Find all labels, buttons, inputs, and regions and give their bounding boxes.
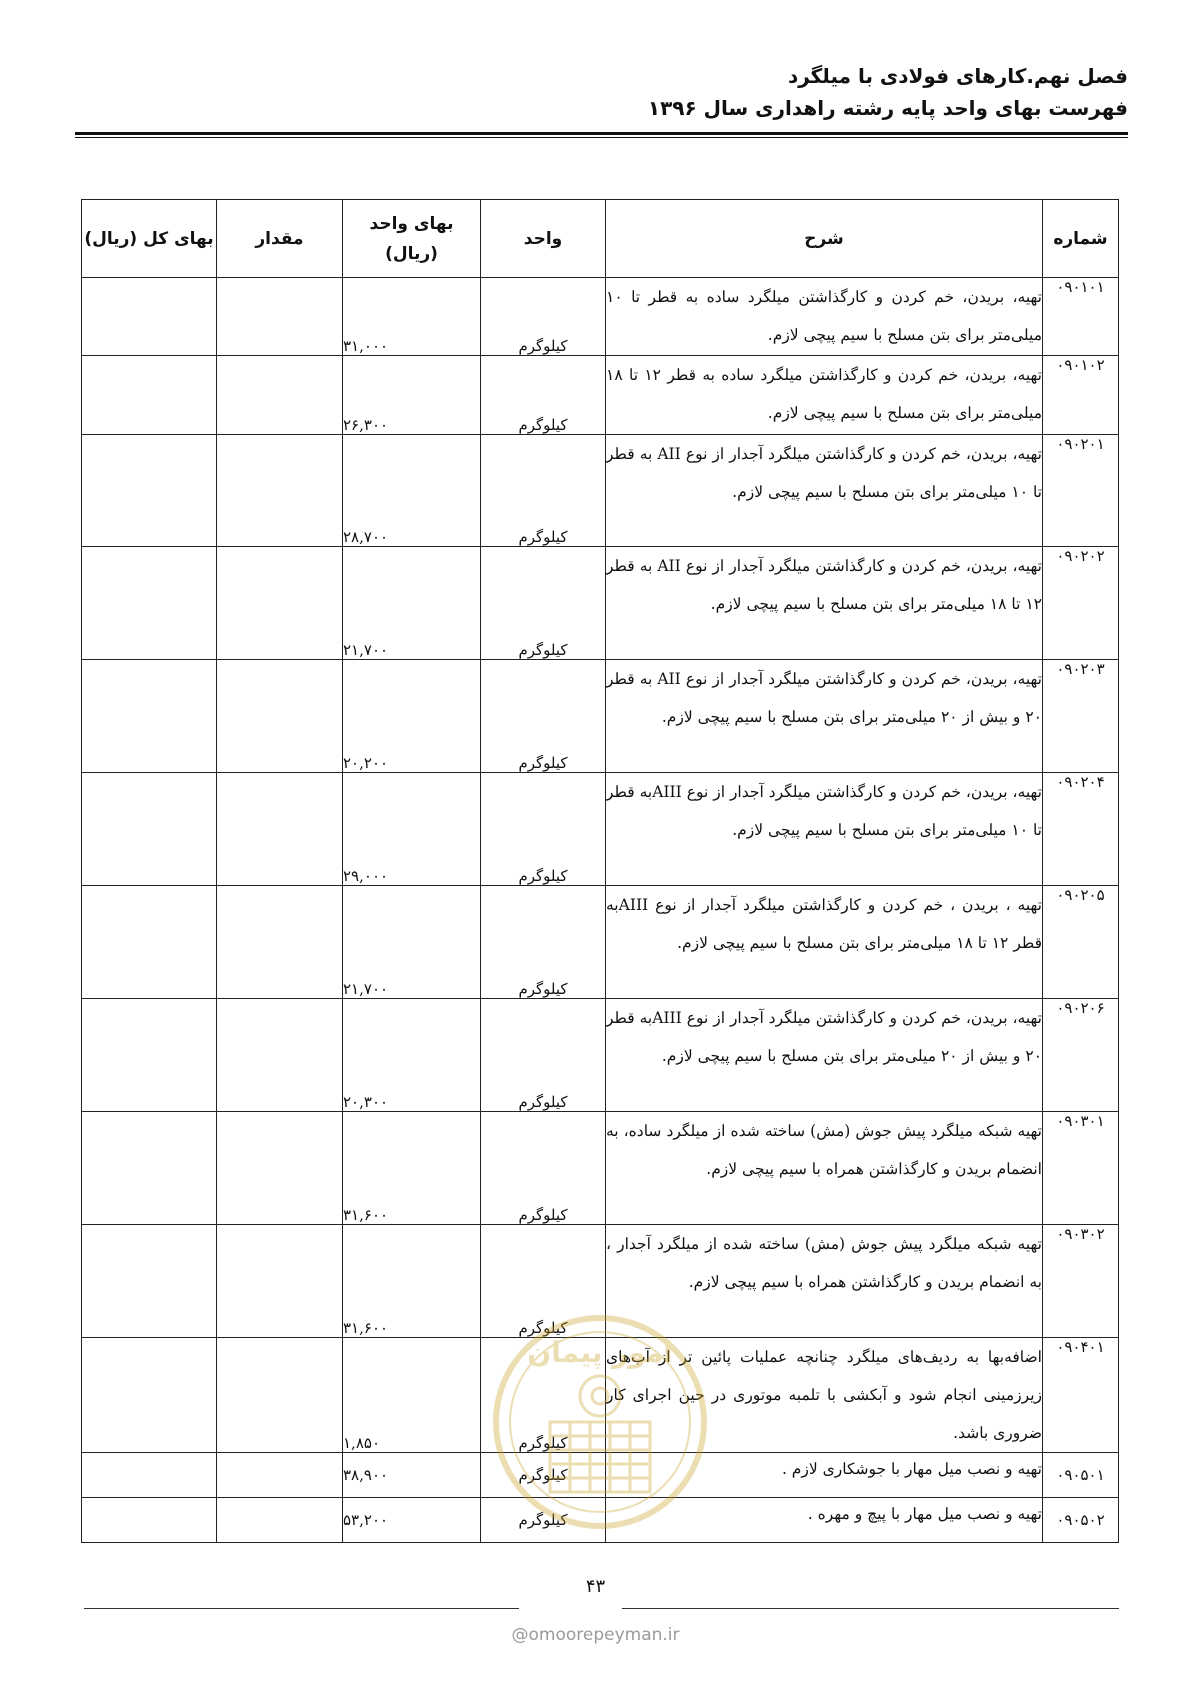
footer-site-handle: @omoorepeyman.ir — [511, 1625, 680, 1645]
row-number: ۰۹۰۲۰۲ — [1043, 547, 1119, 660]
row-number: ۰۹۰۳۰۱ — [1043, 1112, 1119, 1225]
row-unit: کیلوگرم — [481, 999, 606, 1112]
table-row — [82, 435, 1119, 547]
row-unit-price: ۱,۸۵۰ — [343, 1338, 481, 1453]
row-unit: کیلوگرم — [481, 356, 606, 435]
row-unit-price: ۲۹,۰۰۰ — [343, 773, 481, 886]
footer-rule-left — [84, 1608, 519, 1609]
row-quantity — [217, 886, 343, 999]
row-total — [82, 1498, 217, 1543]
table-row — [82, 356, 1119, 435]
page-header — [648, 60, 1128, 124]
row-number: ۰۹۰۲۰۶ — [1043, 999, 1119, 1112]
row-quantity — [217, 356, 343, 435]
header-rule-thin — [75, 137, 1128, 138]
row-unit: کیلوگرم — [481, 435, 606, 547]
row-unit-price: ۲۱,۷۰۰ — [343, 547, 481, 660]
col-header-total: بهای کل (ریال) — [82, 200, 217, 278]
row-quantity — [217, 1225, 343, 1338]
row-description: تهیه و نصب میل مهار با پیچ و مهره . — [606, 1498, 1043, 1543]
row-description: تهیه، بریدن، خم کردن و کارگذاشتن میلگرد ساده به قطر ۱۲ تا ۱۸ میلی‌متر برای بتن مسلح با سیم پیچی لازم. — [606, 356, 1043, 435]
col-header-unit-price — [343, 200, 481, 278]
row-description: اضافه‌بها به ردیف‌های میلگرد چنانچه عملیات پائین تر از آب‌های زیرزمینی انجام شود و آبکشی با تلمبه موتوری در حین اجرای کار ضروری باشد. — [606, 1338, 1043, 1453]
list-title: فهرست بهای واحد پایه رشته راهداری سال ۱۳۹۶ — [647, 96, 1128, 120]
watermark-seal-logo — [488, 1310, 712, 1534]
row-unit-price: ۳۸,۹۰۰ — [343, 1453, 481, 1498]
row-number: ۰۹۰۵۰۱ — [1043, 1453, 1119, 1498]
row-total — [82, 435, 217, 547]
watermark-text: امور پیمان — [527, 1336, 673, 1369]
row-description: تهیه، بریدن، خم کردن و کارگذاشتن میلگرد آجدار از نوع AII به قطر ۱۲ تا ۱۸ میلی‌متر برای بتن مسلح با سیم پیچی لازم. — [606, 547, 1043, 660]
row-total — [82, 1338, 217, 1453]
col-header-description: شرح — [606, 200, 1043, 278]
row-number: ۰۹۰۲۰۱ — [1043, 435, 1119, 547]
row-description: تهیه، بریدن، خم کردن و کارگذاشتن میلگرد آجدار از نوع AIIIبه قطر تا ۱۰ میلی‌متر برای بتن مسلح با سیم پیچی لازم. — [606, 773, 1043, 886]
table-row — [82, 1112, 1119, 1225]
row-unit: کیلوگرم — [481, 773, 606, 886]
row-quantity — [217, 1498, 343, 1543]
row-description: تهیه ، بریدن ، خم کردن و کارگذاشتن میلگرد آجدار از نوع AIIIبه قطر ۱۲ تا ۱۸ میلی‌متر برای بتن مسلح با سیم پیچی لازم. — [606, 886, 1043, 999]
row-quantity — [217, 1453, 343, 1498]
row-unit-price: ۵۳,۲۰۰ — [343, 1498, 481, 1543]
row-total — [82, 1112, 217, 1225]
col-header-unit-price-currency: (ریال) — [385, 243, 438, 264]
row-total — [82, 886, 217, 999]
row-unit: کیلوگرم — [481, 1498, 606, 1543]
row-total — [82, 660, 217, 773]
row-description: تهیه، بریدن، خم کردن و کارگذاشتن میلگرد آجدار از نوع AIIIبه قطر ۲۰ و بیش از ۲۰ میلی‌متر برای بتن مسلح با سیم پیچی لازم. — [606, 999, 1043, 1112]
table-header-row — [82, 200, 1119, 278]
row-unit-price: ۲۶,۳۰۰ — [343, 356, 481, 435]
row-total — [82, 1453, 217, 1498]
row-total — [82, 547, 217, 660]
row-quantity — [217, 278, 343, 356]
row-quantity — [217, 435, 343, 547]
col-header-number: شماره — [1043, 200, 1119, 278]
row-quantity — [217, 773, 343, 886]
row-unit-price: ۳۱,۰۰۰ — [343, 278, 481, 356]
row-description: تهیه شبکه میلگرد پیش جوش (مش) ساخته شده از میلگرد ساده، به انضمام بریدن و کارگذاشتن همراه با سیم پیچی لازم. — [606, 1112, 1043, 1225]
row-quantity — [217, 999, 343, 1112]
row-unit-price: ۳۱,۶۰۰ — [343, 1112, 481, 1225]
table-row — [82, 547, 1119, 660]
row-quantity — [217, 547, 343, 660]
table-row — [82, 660, 1119, 773]
row-quantity — [217, 1338, 343, 1453]
table-row — [82, 773, 1119, 886]
row-unit: کیلوگرم — [481, 660, 606, 773]
row-unit-price: ۲۱,۷۰۰ — [343, 886, 481, 999]
row-unit-price: ۲۰,۲۰۰ — [343, 660, 481, 773]
row-number: ۰۹۰۴۰۱ — [1043, 1338, 1119, 1453]
row-total — [82, 773, 217, 886]
table-row — [82, 999, 1119, 1112]
row-unit: کیلوگرم — [481, 1112, 606, 1225]
row-description: تهیه، بریدن، خم کردن و کارگذاشتن میلگرد ساده به قطر تا ۱۰ میلی‌متر برای بتن مسلح با سیم پیچی لازم. — [606, 278, 1043, 356]
row-unit-price: ۳۱,۶۰۰ — [343, 1225, 481, 1338]
header-rule-thick — [75, 132, 1128, 135]
row-unit: کیلوگرم — [481, 547, 606, 660]
row-number: ۰۹۰۲۰۴ — [1043, 773, 1119, 886]
page-number: ۴۳ — [585, 1576, 606, 1597]
row-unit-price: ۲۰,۳۰۰ — [343, 999, 481, 1112]
table-row — [82, 886, 1119, 999]
row-number: ۰۹۰۲۰۵ — [1043, 886, 1119, 999]
footer-rule-right — [622, 1608, 1119, 1609]
row-description: تهیه شبکه میلگرد پیش جوش (مش) ساخته شده از میلگرد آجدار ، به انضمام بریدن و کارگذاشتن همراه با سیم پیچی لازم. — [606, 1225, 1043, 1338]
row-unit: کیلوگرم — [481, 1338, 606, 1453]
table-row — [82, 278, 1119, 356]
row-unit: کیلوگرم — [481, 1225, 606, 1338]
row-number: ۰۹۰۵۰۲ — [1043, 1498, 1119, 1543]
row-description: تهیه، بریدن، خم کردن و کارگذاشتن میلگرد آجدار از نوع AII به قطر تا ۱۰ میلی‌متر برای بتن مسلح با سیم پیچی لازم. — [606, 435, 1043, 547]
col-header-unit-price-label: بهای واحد — [369, 213, 454, 234]
row-unit-price: ۲۸,۷۰۰ — [343, 435, 481, 547]
row-number: ۰۹۰۱۰۱ — [1043, 278, 1119, 356]
chapter-title: فصل نهم.کارهای فولادی با میلگرد — [787, 64, 1128, 88]
row-total — [82, 278, 217, 356]
col-header-unit: واحد — [481, 200, 606, 278]
col-header-quantity: مقدار — [217, 200, 343, 278]
row-description: تهیه، بریدن، خم کردن و کارگذاشتن میلگرد آجدار از نوع AII به قطر ۲۰ و بیش از ۲۰ میلی‌متر برای بتن مسلح با سیم پیچی لازم. — [606, 660, 1043, 773]
row-number: ۰۹۰۱۰۲ — [1043, 356, 1119, 435]
row-quantity — [217, 660, 343, 773]
row-description: تهیه و نصب میل مهار با جوشکاری لازم . — [606, 1453, 1043, 1498]
row-number: ۰۹۰۳۰۲ — [1043, 1225, 1119, 1338]
row-total — [82, 1225, 217, 1338]
row-total — [82, 356, 217, 435]
row-quantity — [217, 1112, 343, 1225]
row-unit: کیلوگرم — [481, 1453, 606, 1498]
row-number: ۰۹۰۲۰۳ — [1043, 660, 1119, 773]
row-unit: کیلوگرم — [481, 278, 606, 356]
row-total — [82, 999, 217, 1112]
row-unit: کیلوگرم — [481, 886, 606, 999]
